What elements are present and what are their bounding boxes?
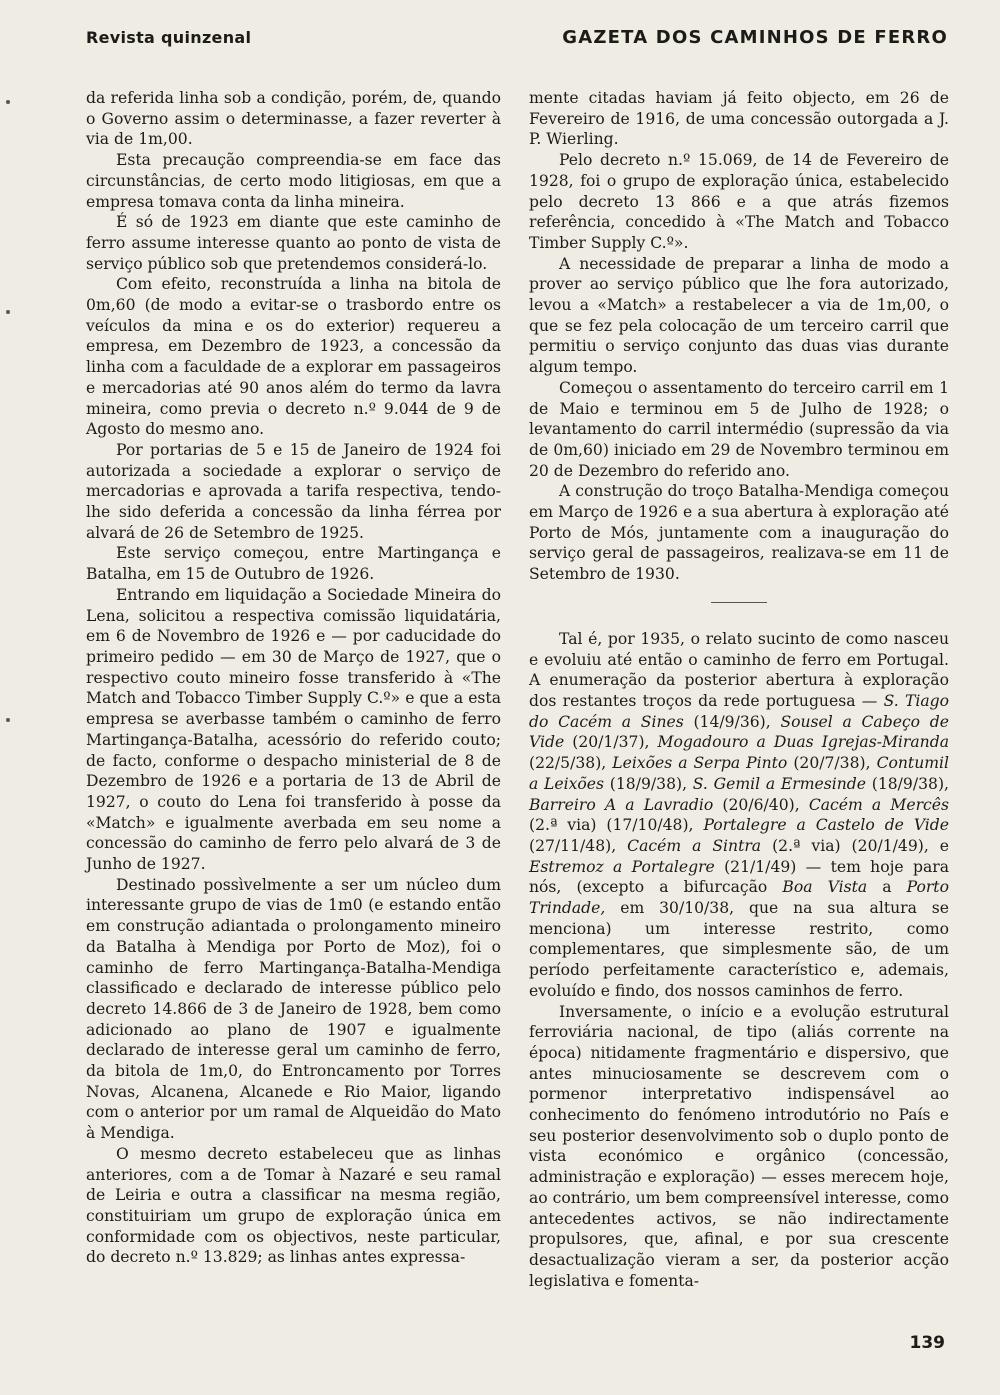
paragraph: mente citadas haviam já feito objecto, em 26 de Fevereiro de 1916, de uma concessão outorgada a J. P. Wierling. xyxy=(529,89,949,149)
text-run: Tal é, por 1935, o relato sucinto de como nasceu e evoluiu até então o caminho de ferro em Portugal. A enumeração da posterior abertura à exploração dos restantes troços da rede portuguesa — xyxy=(529,629,949,710)
text-run: (14/9/36), xyxy=(683,712,781,731)
text-run: (2.ª via) (20/1/49), e xyxy=(761,836,949,855)
running-header-left: Revista quinzenal xyxy=(86,28,252,47)
place-name: Cacém a Mercês xyxy=(808,795,949,814)
place-name: Porto Trindade, xyxy=(529,878,949,918)
margin-mark xyxy=(6,718,10,722)
paragraph: A construção do troço Batalha-Mendiga começou em Março de 1926 e a sua abertura à exploração até Porto de Mós, juntamente com a inauguração do serviço geral de passageiros, realizava-se em 11 de Setembro de 1930. xyxy=(529,482,949,584)
section-divider xyxy=(711,602,767,603)
text-run: (20/6/40), xyxy=(713,795,809,814)
paragraph: A necessidade de preparar a linha de modo a prover ao serviço público que lhe fora autorizado, levou a «Match» a restabelecer a via de 1m,00, o que se fez pela colocação de um terceiro carril que permitiu o serviço conjunto das duas vias durante algum tempo. xyxy=(529,254,949,377)
place-name: Leixões a Serpa Pinto xyxy=(612,754,788,773)
text-run: (18/9/38), xyxy=(866,774,949,793)
place-name: Cacém a Sintra xyxy=(627,836,762,855)
text-run: (20/1/37), xyxy=(564,733,658,752)
paragraph: Pelo decreto n.º 15.069, de 14 de Fevereiro de 1928, foi o grupo de exploração única, estabelecido pelo decreto 13 866 e a que atrás fizemos referência, concedido à «The Match and Tobacco Timber Supply C.º». xyxy=(529,151,949,252)
text-run: (18/9/38), xyxy=(604,774,693,793)
page-number: 139 xyxy=(909,1333,945,1353)
place-name: Estremoz a Portalegre xyxy=(529,857,715,876)
paragraph: O mesmo decreto estabeleceu que as linhas anteriores, com a de Tomar à Nazaré e seu ramal de Leiria e outra a classificar na mesma região, constituiriam um grupo de exploração única em conformidade com os objectivos, neste particular, do decreto n.º 13.829; as linhas antes expressa- xyxy=(86,1144,501,1267)
margin-mark xyxy=(6,310,10,314)
text-run: (2.ª via) (17/10/48), xyxy=(529,816,704,835)
place-name: Mogadouro a Duas Igrejas-Miranda xyxy=(657,733,949,752)
paragraph: Este serviço começou, entre Martingança e Batalha, em 15 de Outubro de 1926. xyxy=(86,544,501,584)
paragraph: Por portarias de 5 e 15 de Janeiro de 1924 foi autorizada a sociedade a explorar o serviço de mercadorias e aprovada a tarifa respectiva, tendo-lhe sido deferida a concessão da linha férrea por alvará de 26 de Setembro de 1925. xyxy=(86,440,501,542)
text-run: a xyxy=(867,878,907,897)
paragraph: Com efeito, reconstruída a linha na bitola de 0m,60 (de modo a evitar-se o trasbordo entre os veículos da mina e os do exterior) requereu a empresa, em Dezembro de 1923, a concessão da linha com a faculdade de a explorar em passageiros e mercadorias até 90 anos além do termo da lavra mineira, como previa o decreto n.º 9.044 de 9 de Agosto do mesmo ano. xyxy=(86,275,501,439)
paragraph: É só de 1923 em diante que este caminho de ferro assume interesse quanto ao ponto de vista de serviço público sob que pretendemos considerá-lo. xyxy=(86,213,501,273)
paragraph: Entrando em liquidação a Sociedade Mineira do Lena, solicitou a respectiva comissão liquidatária, em 6 de Novembro de 1926 e — por caducidade do primeiro pedido — em 30 de Março de 1927, que o respectivo couto mineiro fosse transferido à «The Match and Tobacco Timber Supply C.º» e que a esta empresa se averbasse também o caminho de ferro Martingança-Batalha, acessório do referido couto; de facto, conforme o despacho ministerial de 8 de Dezembro de 1926 e a portaria de 13 de Abril de 1927, o couto do Lena foi transferido à posse da «Match» e igualmente averbada em seu nome a concessão do caminho de ferro pelo alvará de 3 de Junho de 1927. xyxy=(86,585,501,874)
margin-mark xyxy=(6,100,10,104)
text-run: (27/11/48), xyxy=(529,836,628,855)
place-name: Contumil a Leixões xyxy=(529,754,949,793)
paragraph xyxy=(529,629,949,1002)
place-name: Barreiro A a Lavradio xyxy=(529,795,714,814)
text-run: (22/5/38), xyxy=(529,754,613,773)
place-name: Boa Vista xyxy=(782,878,868,897)
text-run: (20/7/38), xyxy=(787,754,877,773)
text-run: (21/1/49) — tem hoje para nós, (excepto a bifurcação xyxy=(529,857,949,897)
right-column xyxy=(529,88,949,1291)
paragraph: Inversamente, o início e a evolução estrutural ferroviária nacional, de tipo (aliás corrente na época) nitidamente fragmentário e dispersivo, que antes minuciosamente se descrevem com o pormenor interpretativo indispensável ao conhecimento do fenómeno introdutório no País e seu posterior desenvolvimento sob o duplo ponto de vista económico e orgânico (concessão, administração e exploração) — esses merecem hoje, ao contrário, um bem compreensível interesse, como antecedentes activos, se não indirectamente propulsores, que, afinal, e por sua crescente desactualização vieram a ser, da posterior acção legislativa e fomenta- xyxy=(529,1002,949,1290)
paragraph: da referida linha sob a condição, porém, de, quando o Governo assim o determinasse, a fazer reverter à via de 1m,00. xyxy=(86,89,501,149)
place-name: Portalegre a Castelo de Vide xyxy=(703,816,949,835)
text-run: em 30/10/38, que na sua altura se menciona) um interesse restrito, como complementares, que simplesmente são, de um período perfeitamente característico e, ademais, evoluído e findo, dos nossos caminhos de ferro. xyxy=(529,899,949,1000)
left-column xyxy=(86,88,501,1268)
paragraph: Esta precaução compreendia-se em face das circunstâncias, de certo modo litigiosas, em que a empresa tomava conta da linha mineira. xyxy=(86,151,501,211)
running-header-right: GAZETA DOS CAMINHOS DE FERRO xyxy=(562,27,948,48)
place-name: S. Gemil a Ermesinde xyxy=(692,774,866,793)
place-name: Sousel a Cabeço de Vide xyxy=(529,712,949,752)
paragraph: Começou o assentamento do terceiro carril em 1 de Maio e terminou em 5 de Julho de 1928; o levantamento do carril intermédio (supressão da via de 0m,60) iniciado em 29 de Novembro terminou em 20 de Dezembro do referido ano. xyxy=(529,378,949,480)
paragraph: Destinado possìvelmente a ser um núcleo dum interessante grupo de vias de 1m0 (e estando então em construção adiantada o prolongamento mineiro da Batalha à Mendiga por Porto de Moz), foi o caminho de ferro Martingança-Batalha-Mendiga classificado e declarado de interesse público pelo decreto 14.866 de 3 de Janeiro de 1928, bem como adicionado ao plano de 1907 e igualmente declarado de interesse geral um caminho de ferro, da bitola de 1m,0, do Entroncamento por Torres Novas, Alcanena, Alcanede e Rio Maior, ligando com o anterior por um ramal de Alqueidão do Mato à Mendiga. xyxy=(86,875,501,1143)
place-name: S. Tiago do Cacém a Sines xyxy=(529,691,949,731)
